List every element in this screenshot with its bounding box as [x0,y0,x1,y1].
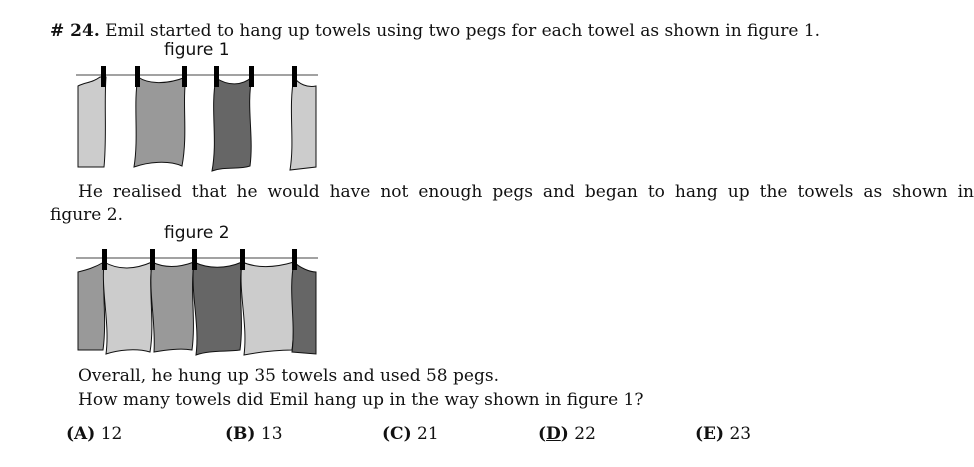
question-number: # 24. [50,21,100,41]
question-stem-line4: How many towels did Emil hang up in the way shown in figure 1? [78,390,644,410]
answer-choice-a[interactable]: (A) 12 [66,424,123,444]
figure1-towel-4 [290,77,316,170]
figure2-towel-5 [241,262,294,355]
figure2-peg-2 [150,249,155,270]
answer-value-a: 12 [100,424,123,444]
figure1-towel-1 [78,77,106,167]
figure2-label: figure 2 [164,223,230,243]
answer-value-b: 13 [260,424,283,444]
question-stem-line1: Emil started to hang up towels using two pegs for each towel as shown in figure 1. [105,21,821,41]
figure1-peg-4 [214,66,219,87]
answer-letter-a: A [74,424,88,444]
figure2-peg-3 [192,249,197,270]
answer-choice-b[interactable]: (B) 13 [225,424,283,444]
figure1-peg-6 [292,66,297,87]
figure1-peg-1 [101,66,106,87]
answer-letter-c: C [390,424,404,444]
answer-value-d: 22 [574,424,596,444]
answer-choice-c[interactable]: (C) 21 [382,424,439,444]
figure2-peg-4 [240,249,245,270]
answer-value-e: 23 [729,424,752,444]
figure2-towel-4 [193,262,242,355]
answer-choice-e[interactable]: (E) 23 [695,424,752,444]
figure2-towel-1 [78,262,105,350]
answer-choice-d[interactable]: (D) 22 [538,424,596,444]
figure1-peg-2 [135,66,140,87]
figure2-towel-3 [151,262,194,352]
figure2-towel-2 [103,262,152,354]
question-stem-line3: Overall, he hung up 35 towels and used 58 pegs. [78,366,499,386]
figure2-illustration [76,246,320,358]
answer-value-c: 21 [417,424,439,444]
figure2-peg-5 [292,249,297,270]
answer-letter-b: B [233,424,248,444]
question-stem-line2b: figure 2. [50,205,123,225]
figure1-towel-2 [134,77,186,167]
figure1-illustration [76,64,320,174]
question-header [50,20,820,42]
figure2-towel-6 [292,262,316,354]
figure1-towel-3 [212,77,252,171]
figure2-peg-1 [102,249,107,270]
answer-letter-d: D [546,424,561,444]
question-stem-line2a: He realised that he would have not enough pegs and began to hang up the towels as shown in [78,182,974,202]
answer-letter-e: E [703,424,717,444]
figure1-peg-3 [182,66,187,87]
figure1-peg-5 [249,66,254,87]
figure1-label: figure 1 [164,40,230,60]
